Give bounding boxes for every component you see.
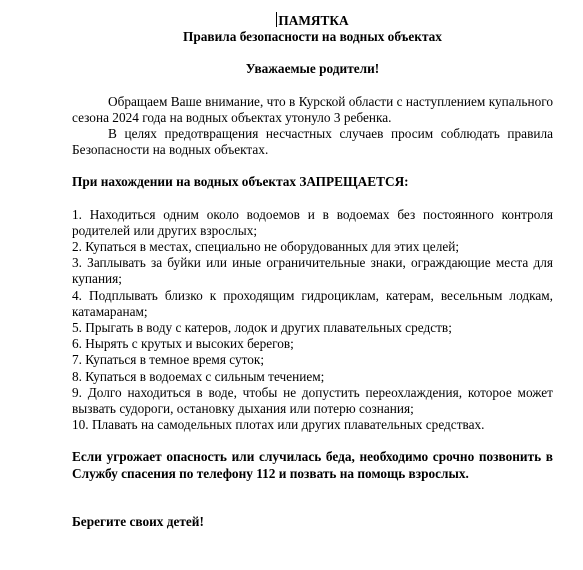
document-page: [72, 12, 553, 530]
list-item: 1. Находиться одним около водоемов и в водоемах без постоянного контроля родителей или других взрослых;: [72, 206, 553, 238]
list-item: 5. Прыгать в воду с катеров, лодок и других плавательных средств;: [72, 320, 452, 336]
document-title: ПАМЯТКА: [278, 13, 349, 28]
list-item: 6. Нырять с крутых и высоких берегов;: [72, 336, 294, 352]
list-item: 3. Заплывать за буйки или иные ограничительные знаки, ограждающие места для купания;: [72, 255, 553, 287]
document-title-line: [72, 12, 553, 29]
greeting: Уважаемые родители!: [245, 61, 380, 77]
list-item: 10. Плавать на самодельных плотах или других плавательных средствах.: [72, 417, 485, 433]
intro-paragraph-2: В целях предотвращения несчастных случаев просим соблюдать правила Безопасности на водных объектах.: [72, 126, 553, 158]
list-item: 4. Подплывать близко к проходящим гидроциклам, катерам, весельным лодкам, катамаранам;: [72, 287, 553, 319]
closing-line: Берегите своих детей!: [72, 513, 204, 529]
list-item: 9. Долго находиться в воде, чтобы не допустить переохлаждения, которое может вызвать судороги, остановку дыхания или потерю сознания;: [72, 384, 553, 417]
emergency-note: Если угрожает опасность или случилась беда, необходимо срочно позвонить в Службу спасения по телефону 112 и позвать на помощь взрослых.: [72, 449, 553, 481]
list-item: 8. Купаться в водоемах с сильным течением;: [72, 368, 325, 384]
document-subtitle: Правила безопасности на водных объектах: [183, 29, 442, 45]
list-item: 7. Купаться в темное время суток;: [72, 352, 265, 368]
prohibited-list: [72, 207, 553, 434]
list-item: 2. Купаться в местах, специально не оборудованных для этих целей;: [72, 239, 460, 255]
intro-paragraph-1: Обращаем Ваше внимание, что в Курской области с наступлением купального сезона 2024 года на водных объектах утонуло 3 ребенка.: [72, 93, 553, 125]
prohibited-heading: При нахождении на водных объектах ЗАПРЕЩАЕТСЯ:: [72, 174, 409, 190]
